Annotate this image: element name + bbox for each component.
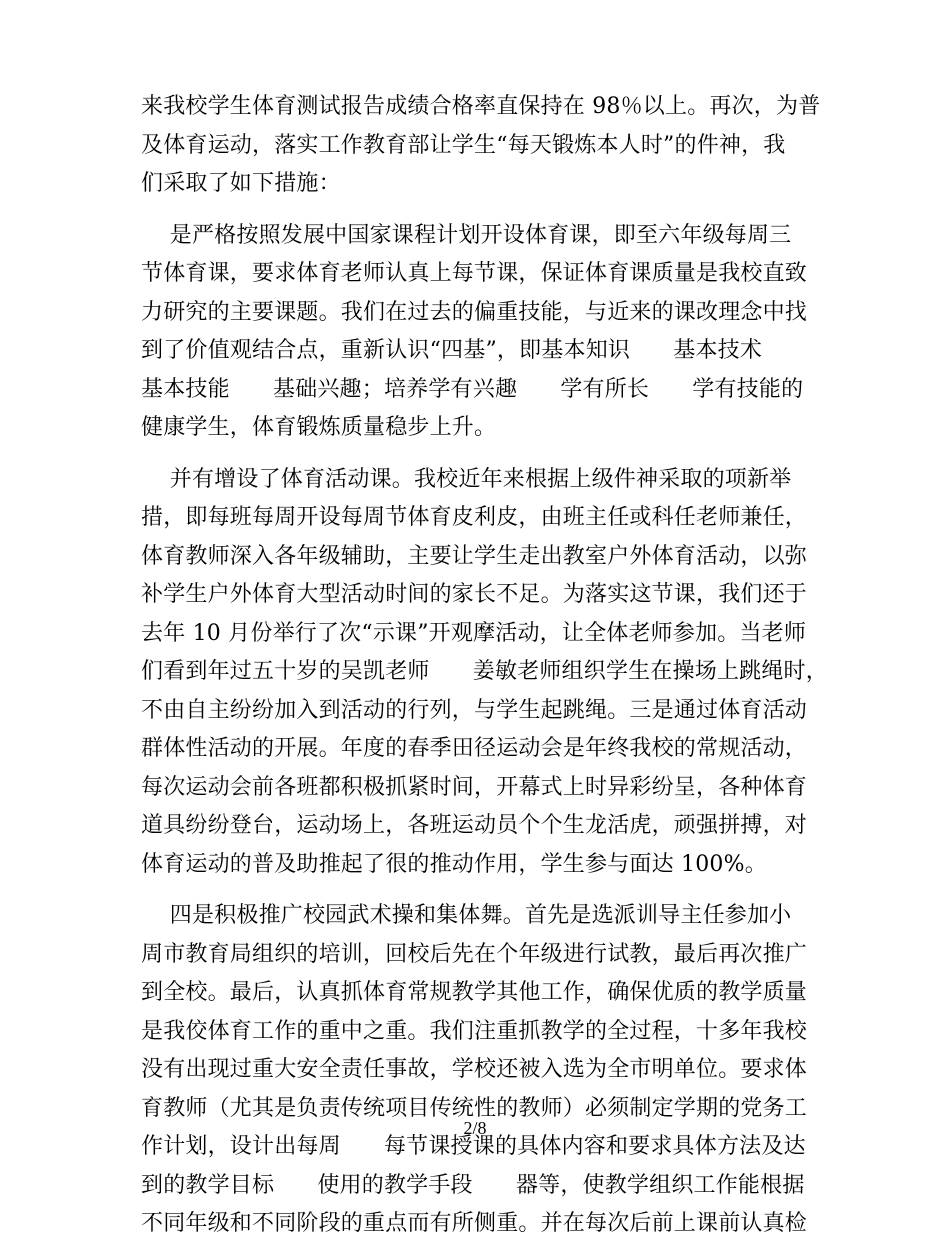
text-line: 们看到年过五十岁的吴凯老师 姜敏老师组织学生在操场上跳绳时， <box>141 659 828 684</box>
text-line: 作计划，设计出每周 每节课授课的具体内容和要求具体方法及达 <box>141 1134 806 1159</box>
text-line: 基本技能 基础兴趣；培养学有兴趣 学有所长 学有技能的 <box>141 376 804 402</box>
text-line: 体育运动的普及助推起了很的推动作用，学生参与面达 100%。 <box>141 851 767 877</box>
text-line: 节体育课，要求体育老师认真上每节课，保证体育课质量是我校直致 <box>141 261 808 286</box>
text-line: 补学生户外体育大型活动时间的家长不足。为落实这节课，我们还于 <box>141 582 808 607</box>
text-line: 来我校学生体育测试报告成绩合格率直保持在 98％以上。再次，为普 <box>141 94 821 119</box>
paragraph <box>141 88 821 204</box>
paragraph <box>141 217 821 448</box>
text-line: 并有增设了体育活动课。我校近年来根据上级件神采取的项新举 <box>141 466 792 492</box>
page-number: 2/8 <box>463 1118 487 1138</box>
text-line: 们采取了如下措施： <box>141 171 341 196</box>
text-line: 群体性活动的开展。年度的春季田径运动会是年终我校的常规活动， <box>141 736 808 761</box>
text-line: 到了价值观结合点，重新认识“四基”，即基本知识 基本技术 <box>141 338 763 363</box>
text-line: 去年 10 月份举行了次“示课”开观摩活动，让全体老师参加。当老师 <box>141 620 807 646</box>
text-line: 是我佼体育工作的重中之重。我们注重抓教学的全过程，十多年我校 <box>141 1018 808 1044</box>
text-line: 四是积极推广校园武术操和集体舞。首先是选派训导主任参加小 <box>141 903 792 928</box>
paragraph <box>141 461 828 885</box>
paragraph <box>141 897 821 1244</box>
text-line: 及体育运动，落实工作教育部让学生“每天锻炼本人时”的件神，我 <box>141 132 786 158</box>
text-line: 没有出现过重大安全责任事故，学校还被入选为全市明单位。要求体 <box>141 1057 808 1082</box>
text-line: 措，即每班每周开设每周节体育皮利皮，由班主任或科任老师兼任， <box>141 505 808 530</box>
text-line: 周市教育局组织的培训，回校后先在个年级进行试教，最后再次推广 <box>141 941 808 967</box>
text-line: 到全校。最后，认真抓体育常规教学其他工作，确保优质的教学质量 <box>141 980 808 1005</box>
text-line: 健康学生，体育锻炼质量稳步上升。 <box>141 415 497 440</box>
text-line: 到的教学目标 使用的教学手段 器等，使教学组织工作能根据 <box>141 1172 805 1198</box>
body-text <box>141 88 828 1257</box>
text-line: 育教师（尤其是负责传统项目传统性的教师）必须制定学期的党务工 <box>141 1095 808 1121</box>
text-line: 是严格按照发展中国家课程计划开设体育课，即至六年级每周三 <box>141 222 792 248</box>
text-line: 体育教师深入各年级辅助，主要让学生走出教室户外体育活动，以弥 <box>141 543 808 569</box>
text-line: 不由自主纷纷加入到活动的行列，与学生起跳绳。三是通过体育活动 <box>141 697 808 723</box>
text-line: 不同年级和不同阶段的重点而有所侧重。并在每次后前上课前认真检 <box>141 1211 808 1236</box>
text-line: 每次运动会前各班都积极抓紧时间，开幕式上时异彩纷呈，各种体育 <box>141 774 808 800</box>
text-line: 道具纷纷登台，运动场上，各班运动员个个生龙活虎，顽强拼搏，对 <box>141 813 808 838</box>
text-line: 力研究的主要课题。我们在过去的偏重技能，与近来的课改理念中找 <box>141 299 808 325</box>
